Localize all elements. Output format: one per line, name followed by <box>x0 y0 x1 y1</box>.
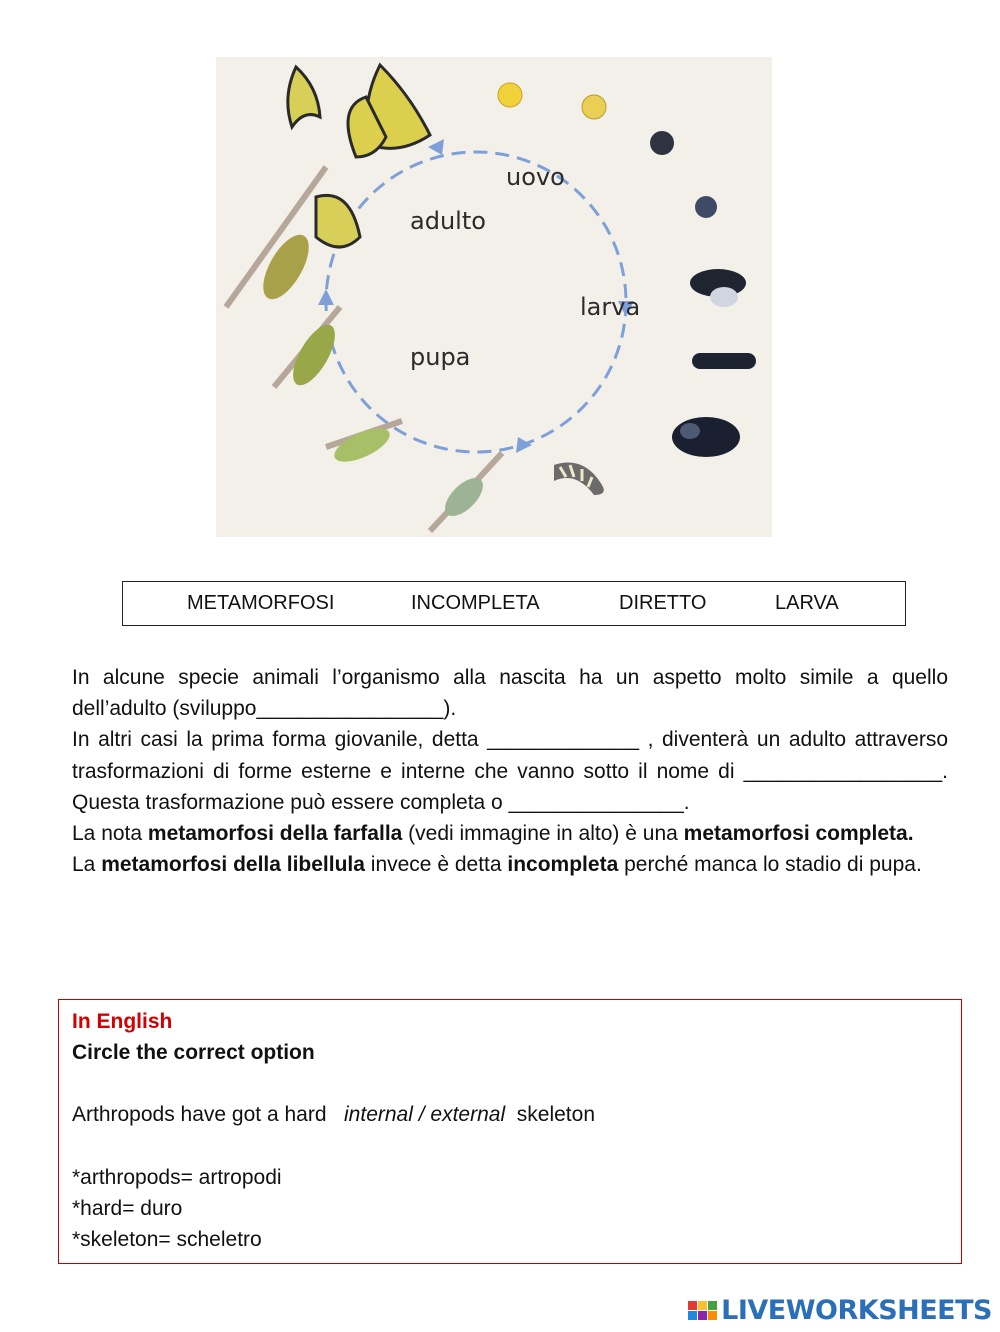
label-adulto: adulto <box>410 207 486 235</box>
metamorphosis-diagram <box>216 57 772 537</box>
logo-grid-icon <box>688 1301 717 1320</box>
cycle-arrow-bottom <box>516 437 532 453</box>
paragraph-butterfly: La nota metamorfosi della farfalla (vedi immagine in alto) è una metamorfosi completa. <box>72 822 914 846</box>
label-larva: larva <box>580 293 641 321</box>
glossary-item: *hard= duro <box>72 1196 183 1220</box>
word-bank-item: LARVA <box>775 592 839 614</box>
word-bank-item: DIRETTO <box>619 592 707 614</box>
egg-illustrations <box>498 83 717 218</box>
english-question: Arthropods have got a hard internal / external skeleton <box>72 1103 595 1127</box>
liveworksheets-logo <box>688 1292 992 1328</box>
adult-butterfly-illustrations <box>226 65 430 307</box>
english-section <box>58 999 962 1264</box>
paragraph-larva: In altri casi la prima forma giovanile, detta _____________ , diventerà un adulto attraverso trasformazioni di forme esterne e interne che vanno sotto il nome di _________________. Questa trasformazione può essere completa o _______________. <box>72 728 949 814</box>
blank-metamorfosi[interactable]: _________________ <box>743 759 943 783</box>
word-bank <box>122 581 906 626</box>
word-bank-item: METAMORFOSI <box>187 592 335 614</box>
blank-sviluppo[interactable]: ________________ <box>256 697 444 721</box>
cycle-arrow-top <box>428 139 444 155</box>
english-title: In English <box>72 1010 173 1033</box>
glossary-item: *arthropods= artropodi <box>72 1165 282 1189</box>
cycle-arrow-left <box>318 289 334 305</box>
paragraph-direct-development: In alcune specie animali l’organismo alla nascita ha un aspetto molto simile a quello dell’adulto (sviluppo________________). <box>72 666 948 721</box>
english-instruction: Circle the correct option <box>72 1041 315 1065</box>
label-pupa: pupa <box>410 343 471 371</box>
exercise-text <box>72 662 948 880</box>
paragraph-dragonfly: La metamorfosi della libellula invece è detta incompleta perché manca lo stadio di pupa. <box>72 853 922 877</box>
option-choice[interactable]: internal / external <box>344 1103 506 1127</box>
life-cycle-svg <box>216 57 772 537</box>
blank-larva[interactable]: _____________ <box>487 728 640 752</box>
label-uovo: uovo <box>506 163 565 191</box>
word-bank-item: INCOMPLETA <box>411 592 540 614</box>
brand-name: LIVEWORKSHEETS <box>721 1294 992 1326</box>
glossary-item: *skeleton= scheletro <box>72 1228 262 1252</box>
pupa-illustrations <box>274 307 502 531</box>
blank-incompleta[interactable]: _______________ <box>508 790 684 814</box>
